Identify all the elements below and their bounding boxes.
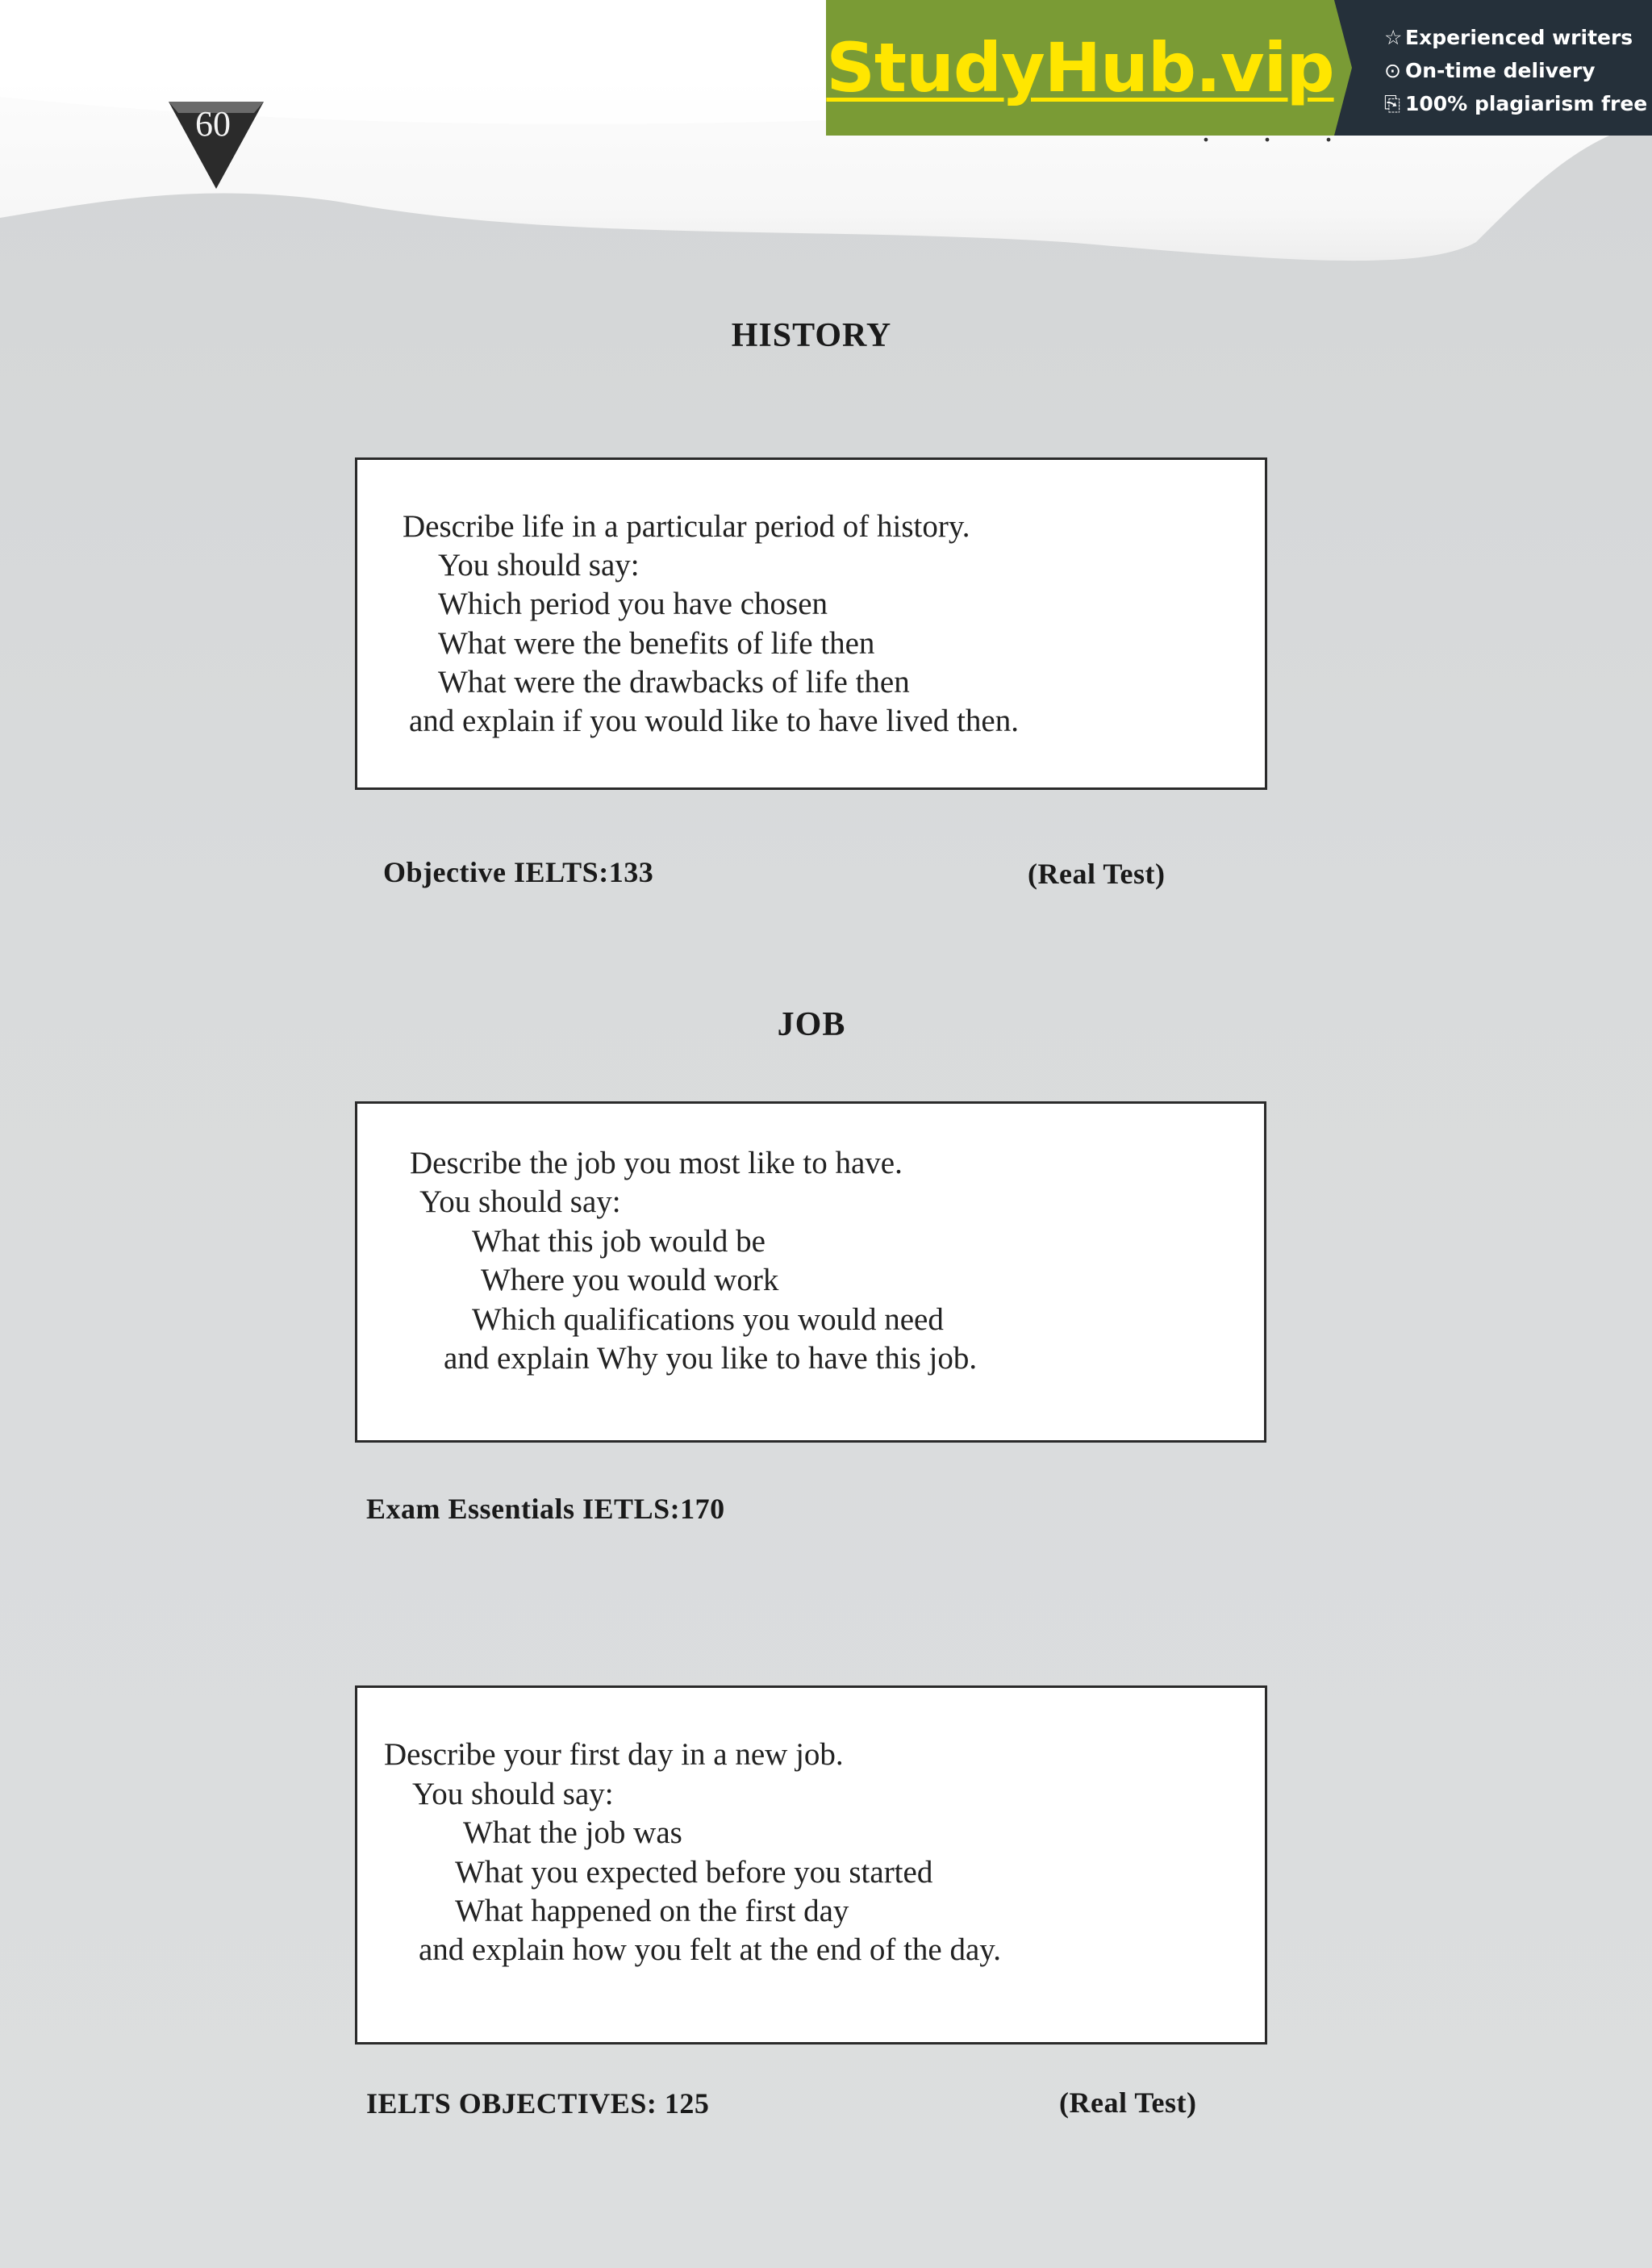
cue-card-line: Which qualifications you would need (472, 1302, 944, 1337)
section-title-job: JOB (777, 1006, 846, 1043)
page-number: 60 (195, 104, 231, 144)
cue-card-line: and explain if you would like to have lived then. (409, 704, 1019, 738)
cue-card-line: Describe life in a particular period of history. (403, 509, 970, 544)
feature-item: ⊙ On-time delivery (1384, 54, 1652, 87)
real-test-tag: (Real Test) (1028, 858, 1166, 890)
cue-card-line: What the job was (463, 1815, 682, 1850)
cue-card-first-day (355, 1685, 1267, 2045)
cue-card-line: What were the drawbacks of life then (438, 665, 910, 700)
cue-card-line: You should say: (419, 1184, 621, 1219)
star-icon: ☆ (1384, 26, 1403, 49)
feature-item: ⎘ 100% plagiarism free (1384, 87, 1652, 120)
feature-item: ☆ Experienced writers (1384, 21, 1652, 54)
real-test-tag: (Real Test) (1059, 2086, 1197, 2119)
studyhub-banner[interactable] (826, 0, 1652, 136)
brand-link[interactable]: StudyHub.vip (826, 28, 1334, 107)
cue-card-job (355, 1101, 1266, 1443)
copy-icon: ⎘ (1384, 92, 1401, 115)
brand-block[interactable] (826, 0, 1334, 136)
source-reference: Objective IELTS:133 (383, 856, 654, 888)
cue-card-line: Describe your first day in a new job. (384, 1737, 844, 1772)
cue-card-line: What this job would be (472, 1224, 766, 1259)
cue-card-line: and explain how you felt at the end of the day. (419, 1932, 1001, 1967)
page-number-badge (165, 98, 270, 195)
cue-card-line: You should say: (412, 1777, 614, 1811)
section-title-history: HISTORY (731, 317, 892, 354)
cue-card-line: Which period you have chosen (438, 587, 828, 621)
source-reference: IELTS OBJECTIVES: 125 (366, 2087, 710, 2120)
cue-card-line: What you expected before you started (455, 1855, 933, 1890)
feature-list (1334, 0, 1652, 136)
cue-card-line: What happened on the first day (455, 1894, 849, 1928)
cue-card-line: and explain Why you like to have this job. (444, 1341, 978, 1376)
cue-card-line: Describe the job you most like to have. (410, 1146, 903, 1180)
cue-card-line: You should say: (438, 548, 640, 583)
clock-icon: ⊙ (1384, 59, 1401, 82)
cue-card-line: Where you would work (481, 1263, 779, 1297)
cue-card-line: What were the benefits of life then (438, 626, 875, 661)
source-reference: Exam Essentials IETLS:170 (366, 1493, 725, 1525)
cue-card-history (355, 457, 1267, 790)
